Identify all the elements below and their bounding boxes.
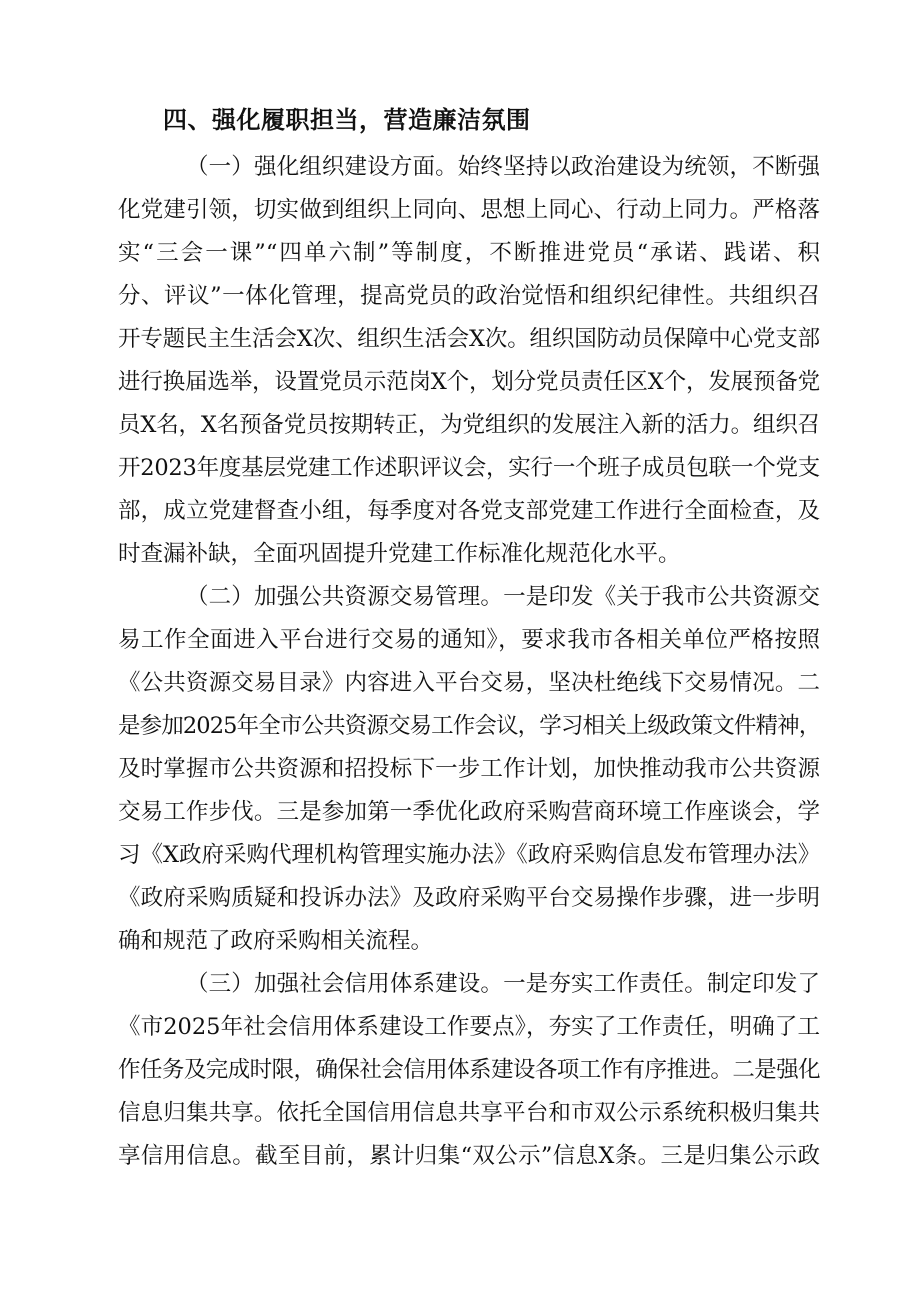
paragraph-line: 《政府采购质疑和投诉办法》及政府采购平台交易操作步骤，进一步明 (118, 885, 820, 911)
paragraph-line: 时查漏补缺，全面巩固提升党建工作标准化规范化水平。 (118, 541, 681, 567)
paragraph-line: 开专题民主生活会X次、组织生活会X次。组织国防动员保障中心党支部 (118, 326, 820, 352)
paragraph-line: 作任务及完成时限，确保社会信用体系建设各项工作有序推进。二是强化 (118, 1057, 821, 1083)
paragraph-line: 进行换届选举，设置党员示范岗X个，划分党员责任区X个，发展预备党 (118, 369, 820, 395)
paragraph-line: 习《X政府采购代理机构管理实施办法》《政府采购信息发布管理办法》 (118, 842, 821, 868)
paragraph-line: 是参加2025年全市公共资源交易工作会议，学习相关上级政策文件精神， (118, 713, 821, 739)
paragraph-line: 确和规范了政府采购相关流程。 (118, 928, 434, 954)
section-heading: 四、强化履职担当，营造廉洁氛围 (163, 106, 531, 134)
paragraph-line: 实“三会一课”“四单六制”等制度，不断推进党员“承诺、践诺、积 (118, 240, 820, 266)
paragraph-line: （一）强化组织建设方面。始终坚持以政治建设为统领，不断强 (186, 154, 820, 180)
paragraph-line: 享信用信息。截至目前，累计归集“双公示”信息X条。三是归集公示政 (118, 1143, 820, 1169)
paragraph-line: （三）加强社会信用体系建设。一是夯实工作责任。制定印发了 (186, 971, 820, 997)
paragraph-line: 《市2025年社会信用体系建设工作要点》，夯实了工作责任，明确了工 (118, 1014, 820, 1040)
paragraph-line: 交易工作步伐。三是参加第一季优化政府采购营商环境工作座谈会，学 (118, 799, 820, 825)
paragraph-line: 易工作全面进入平台进行交易的通知》，要求我市各相关单位严格按照 (118, 627, 820, 653)
paragraph-line: 信息归集共享。依托全国信用信息共享平台和市双公示系统积极归集共 (118, 1100, 820, 1126)
paragraph-line: 化党建引领，切实做到组织上同向、思想上同心、行动上同力。严格落 (118, 197, 820, 223)
paragraph-line: 部，成立党建督查小组，每季度对各党支部党建工作进行全面检查，及 (118, 498, 820, 524)
paragraph-line: 《公共资源交易目录》内容进入平台交易，坚决杜绝线下交易情况。二 (118, 670, 820, 696)
paragraph-line: 及时掌握市公共资源和招投标下一步工作计划，加快推动我市公共资源 (118, 756, 820, 782)
paragraph-line: 开2023年度基层党建工作述职评议会，实行一个班子成员包联一个党支 (118, 455, 820, 481)
paragraph-line: 分、评议”一体化管理，提高党员的政治觉悟和组织纪律性。共组织召 (118, 283, 820, 309)
paragraph-line: （二）加强公共资源交易管理。一是印发《关于我市公共资源交 (186, 584, 820, 610)
paragraph-line: 员X名，X名预备党员按期转正，为党组织的发展注入新的活力。组织召 (118, 412, 820, 438)
